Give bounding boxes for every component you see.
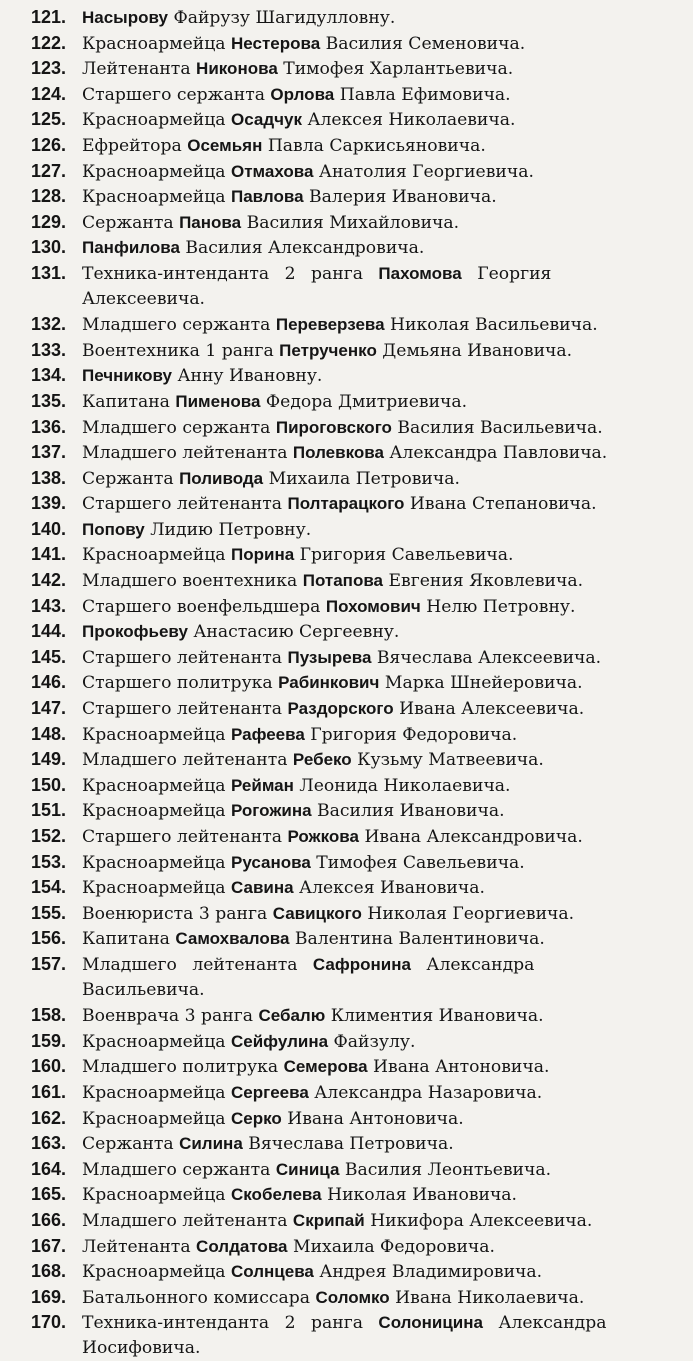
list-item bbox=[0, 56, 693, 82]
item-number: 139. bbox=[30, 493, 66, 514]
item-number: 126. bbox=[30, 134, 66, 155]
given-names: Анну Ивановну. bbox=[177, 366, 323, 387]
rank-title: Старшего военфельдшера bbox=[82, 596, 321, 617]
surname: Самохвалова bbox=[175, 929, 290, 949]
rank-title: Красноармейца bbox=[82, 724, 226, 745]
list-item bbox=[0, 415, 693, 441]
item-text bbox=[82, 491, 691, 518]
item-text bbox=[82, 210, 691, 237]
item-text bbox=[82, 542, 691, 569]
list-item bbox=[0, 5, 693, 31]
surname: Прокофьеву bbox=[82, 622, 188, 642]
item-text bbox=[82, 901, 691, 928]
rank-title: Техника-интенданта 2 ранга bbox=[82, 1313, 363, 1334]
item-text bbox=[82, 747, 691, 774]
list-item bbox=[0, 952, 693, 1003]
surname: Ребеко bbox=[292, 750, 352, 770]
given-names: Александра bbox=[426, 954, 535, 975]
rank-title: Старшего лейтенанта bbox=[82, 494, 283, 515]
surname: Поливода bbox=[179, 468, 264, 488]
given-names: Павла Ефимовича. bbox=[339, 84, 511, 105]
item-text bbox=[82, 133, 691, 160]
given-names: Алексея Николаевича. bbox=[307, 110, 516, 131]
item-text bbox=[82, 1234, 691, 1261]
surname: Сафронина bbox=[312, 954, 411, 974]
rank-title: Красноармейца bbox=[82, 110, 226, 131]
item-text bbox=[82, 619, 691, 646]
list-item bbox=[0, 875, 693, 901]
item-text bbox=[82, 517, 691, 544]
rank-title: Красноармейца bbox=[82, 801, 226, 822]
item-text bbox=[82, 1080, 691, 1107]
rank-title: Старшего сержанта bbox=[82, 84, 265, 105]
rank-title: Красноармейца bbox=[82, 545, 226, 566]
surname: Силина bbox=[179, 1134, 243, 1154]
rank-title: Батальонного комиссара bbox=[82, 1287, 310, 1308]
rank-title: Красноармейца bbox=[82, 33, 226, 54]
item-number: 167. bbox=[30, 1235, 66, 1256]
surname: Пахомова bbox=[378, 263, 462, 283]
surname: Панова bbox=[179, 212, 242, 232]
list-item bbox=[0, 1157, 693, 1183]
item-number: 168. bbox=[30, 1261, 66, 1282]
item-text bbox=[82, 107, 691, 134]
item-text bbox=[82, 159, 691, 186]
list-item bbox=[0, 133, 693, 159]
surname: Русанова bbox=[231, 852, 311, 872]
list-item bbox=[0, 31, 693, 57]
rank-title: Старшего лейтенанта bbox=[82, 699, 283, 720]
given-names: Василия Васильевича. bbox=[397, 417, 603, 438]
item-number: 141. bbox=[30, 544, 66, 565]
surname: Осадчук bbox=[231, 110, 302, 130]
list-item bbox=[0, 1080, 693, 1106]
list-item bbox=[0, 901, 693, 927]
rank-title: Младшего лейтенанта bbox=[82, 443, 288, 464]
surname: Солдатова bbox=[196, 1236, 288, 1256]
surname: Осемьян bbox=[187, 135, 263, 155]
list-item bbox=[0, 722, 693, 748]
surname: Семерова bbox=[283, 1057, 368, 1077]
rank-title: Младшего политрука bbox=[82, 1057, 279, 1078]
item-text bbox=[82, 722, 691, 749]
item-number: 148. bbox=[30, 723, 66, 744]
given-names: Александра Павловича. bbox=[389, 443, 608, 464]
item-text bbox=[82, 1157, 691, 1184]
item-text bbox=[82, 926, 691, 953]
list-item bbox=[0, 926, 693, 952]
item-text bbox=[82, 338, 691, 365]
given-names: Анатолия Георгиевича. bbox=[318, 161, 534, 182]
list-item bbox=[0, 107, 693, 133]
item-text bbox=[82, 1029, 691, 1056]
list-item bbox=[0, 747, 693, 773]
rank-title: Капитана bbox=[82, 391, 170, 412]
surname: Попову bbox=[82, 519, 145, 539]
surname: Савицкого bbox=[272, 903, 362, 923]
given-names: Николая Ивановича. bbox=[327, 1185, 518, 1206]
surname: Скобелева bbox=[231, 1185, 322, 1205]
item-number: 128. bbox=[30, 186, 66, 207]
given-names: Александра bbox=[498, 1313, 607, 1334]
list-item bbox=[0, 517, 693, 543]
surname: Похомович bbox=[325, 596, 421, 616]
surname: Сергеева bbox=[231, 1082, 309, 1102]
list-item bbox=[0, 594, 693, 620]
item-number: 124. bbox=[30, 83, 66, 104]
list-item bbox=[0, 338, 693, 364]
rank-title: Техника-интенданта 2 ранга bbox=[82, 263, 363, 284]
item-number: 146. bbox=[30, 672, 66, 693]
item-number: 152. bbox=[30, 826, 66, 846]
item-text bbox=[82, 440, 691, 467]
list-item bbox=[0, 1131, 693, 1157]
item-text bbox=[82, 670, 691, 697]
item-number: 159. bbox=[30, 1030, 66, 1051]
rank-title: Младшего сержанта bbox=[82, 1159, 271, 1180]
list-item bbox=[0, 670, 693, 696]
list-item bbox=[0, 312, 693, 338]
surname: Потапова bbox=[302, 571, 384, 591]
item-text bbox=[82, 235, 691, 262]
surname: Павлова bbox=[231, 187, 304, 207]
rank-title: Младшего сержанта bbox=[82, 315, 271, 336]
rank-title: Младшего лейтенанта bbox=[82, 1210, 288, 1231]
item-text bbox=[82, 875, 691, 902]
list-item bbox=[0, 824, 693, 850]
list-item bbox=[0, 184, 693, 210]
item-text bbox=[82, 798, 691, 825]
rank-title: Сержанта bbox=[82, 212, 174, 233]
item-text bbox=[82, 568, 691, 595]
given-names: Василия Александровича. bbox=[185, 238, 425, 259]
rank-title: Красноармейца bbox=[82, 878, 226, 899]
surname: Орлова bbox=[270, 84, 335, 104]
given-names: Василия Семеновича. bbox=[325, 33, 526, 54]
given-names: Григория Савельевича. bbox=[299, 545, 514, 566]
item-text bbox=[82, 773, 691, 800]
given-names: Михаила Петровича. bbox=[268, 468, 460, 489]
item-number: 149. bbox=[30, 749, 66, 770]
item-number: 121. bbox=[30, 7, 66, 27]
surname: Рожкова bbox=[287, 827, 359, 846]
item-text bbox=[82, 824, 691, 851]
given-names: Файзулу. bbox=[333, 1031, 416, 1052]
item-number: 162. bbox=[30, 1107, 66, 1128]
item-number: 169. bbox=[30, 1286, 66, 1307]
given-names: Вячеслава Алексеевича. bbox=[376, 647, 602, 668]
award-list bbox=[0, 5, 693, 1361]
given-names: Ивана Антоновича. bbox=[373, 1057, 550, 1078]
surname: Пироговского bbox=[275, 417, 392, 437]
list-item bbox=[0, 466, 693, 492]
item-number: 163. bbox=[30, 1133, 66, 1154]
list-item bbox=[0, 542, 693, 568]
rank-title: Младшего лейтенанта bbox=[82, 954, 298, 975]
item-text bbox=[82, 31, 691, 58]
surname: Серко bbox=[231, 1108, 282, 1128]
item-text bbox=[82, 1285, 691, 1312]
list-item bbox=[0, 1003, 693, 1029]
given-names: Марка Шнейеровича. bbox=[384, 673, 583, 694]
surname: Петрученко bbox=[279, 340, 377, 360]
given-names: Николая Георгиевича. bbox=[367, 903, 575, 924]
list-item bbox=[0, 389, 693, 415]
list-item bbox=[0, 1106, 693, 1132]
surname: Порина bbox=[231, 545, 295, 565]
list-item bbox=[0, 235, 693, 261]
surname: Пименова bbox=[175, 391, 261, 411]
surname: Панфилова bbox=[82, 238, 180, 258]
item-text bbox=[82, 363, 691, 390]
item-number: 140. bbox=[30, 518, 66, 539]
surname: Скрипай bbox=[292, 1210, 365, 1230]
list-item bbox=[0, 850, 693, 876]
item-number: 123. bbox=[30, 58, 66, 79]
rank-title: Воентехника 1 ранга bbox=[82, 340, 274, 361]
item-number: 147. bbox=[30, 698, 66, 719]
rank-title: Военврача 3 ранга bbox=[82, 1006, 253, 1027]
rank-title: Красноармейца bbox=[82, 1262, 226, 1283]
item-number: 166. bbox=[30, 1209, 66, 1230]
given-names: Валентина Валентиновича. bbox=[294, 929, 545, 950]
item-number: 151. bbox=[30, 800, 66, 821]
item-text bbox=[82, 696, 691, 723]
patronymic-continuation: Васильевича. bbox=[82, 979, 205, 1000]
item-number: 143. bbox=[30, 595, 66, 616]
item-number: 145. bbox=[30, 646, 66, 667]
surname: Полевкова bbox=[292, 443, 384, 463]
item-number: 122. bbox=[30, 32, 66, 53]
surname: Солнцева bbox=[231, 1262, 314, 1282]
item-number: 157. bbox=[30, 953, 66, 974]
item-text bbox=[82, 1054, 691, 1081]
rank-title: Старшего политрука bbox=[82, 673, 273, 694]
rank-title: Красноармейца bbox=[82, 1031, 226, 1052]
list-item bbox=[0, 1029, 693, 1055]
item-number: 136. bbox=[30, 416, 66, 437]
surname: Соломко bbox=[315, 1287, 390, 1307]
list-item bbox=[0, 1285, 693, 1311]
surname: Рабинкович bbox=[278, 673, 380, 693]
surname: Савина bbox=[231, 878, 294, 898]
list-item bbox=[0, 568, 693, 594]
surname: Никонова bbox=[196, 59, 278, 79]
item-number: 161. bbox=[30, 1081, 66, 1102]
list-item bbox=[0, 210, 693, 236]
item-number: 144. bbox=[30, 621, 66, 642]
given-names: Файрузу Шагидулловну. bbox=[173, 8, 396, 28]
given-names: Вячеслава Петровича. bbox=[248, 1134, 454, 1155]
list-item bbox=[0, 619, 693, 645]
item-number: 135. bbox=[30, 390, 66, 411]
list-item bbox=[0, 1182, 693, 1208]
given-names: Василия Леонтьевича. bbox=[344, 1159, 552, 1180]
given-names: Кузьму Матвеевича. bbox=[357, 750, 544, 771]
given-names: Александра Назаровича. bbox=[314, 1082, 543, 1103]
given-names: Анастасию Сергеевну. bbox=[193, 622, 400, 643]
given-names: Федора Дмитриевича. bbox=[265, 391, 468, 412]
surname: Полтарацкого bbox=[287, 494, 405, 514]
list-item bbox=[0, 261, 693, 312]
item-text bbox=[82, 1310, 691, 1337]
rank-title: Красноармейца bbox=[82, 187, 226, 208]
list-item bbox=[0, 645, 693, 671]
rank-title: Красноармейца bbox=[82, 852, 226, 873]
patronymic-continuation: Алексеевича. bbox=[82, 288, 206, 309]
item-text bbox=[82, 1182, 691, 1209]
item-number: 153. bbox=[30, 851, 66, 872]
item-text bbox=[82, 466, 691, 493]
rank-title: Сержанта bbox=[82, 468, 174, 489]
surname: Раздорского bbox=[287, 699, 394, 719]
given-names: Нелю Петровну. bbox=[426, 596, 576, 617]
given-names: Василия Михайловича. bbox=[246, 212, 460, 233]
item-text bbox=[82, 5, 691, 32]
rank-title: Младшего лейтенанта bbox=[82, 750, 288, 771]
rank-title: Красноармейца bbox=[82, 1082, 226, 1103]
item-text bbox=[82, 389, 691, 416]
item-text bbox=[82, 952, 691, 979]
list-item bbox=[0, 440, 693, 466]
surname: Насырову bbox=[82, 8, 168, 27]
item-text bbox=[82, 1106, 691, 1133]
list-item bbox=[0, 696, 693, 722]
item-number: 154. bbox=[30, 877, 66, 898]
rank-title: Капитана bbox=[82, 929, 170, 950]
list-item bbox=[0, 1234, 693, 1260]
list-item bbox=[0, 491, 693, 517]
item-number: 127. bbox=[30, 160, 66, 181]
item-number: 150. bbox=[30, 774, 66, 795]
rank-title: Младшего сержанта bbox=[82, 417, 271, 438]
item-text bbox=[82, 184, 691, 211]
item-text bbox=[82, 312, 691, 339]
surname: Печникову bbox=[82, 366, 172, 386]
surname: Рафеева bbox=[231, 724, 305, 744]
item-text bbox=[82, 1208, 691, 1235]
given-names: Климентия Ивановича. bbox=[330, 1006, 544, 1027]
given-names: Ивана Алексеевича. bbox=[399, 699, 585, 720]
item-text bbox=[82, 850, 691, 877]
item-text bbox=[82, 261, 691, 288]
given-names: Михаила Федоровича. bbox=[292, 1236, 495, 1257]
rank-title: Красноармейца bbox=[82, 775, 226, 796]
item-number: 156. bbox=[30, 928, 66, 949]
surname: Сейфулина bbox=[231, 1031, 329, 1051]
list-item bbox=[0, 1208, 693, 1234]
surname: Рейман bbox=[231, 775, 294, 795]
surname: Переверзева bbox=[275, 315, 385, 335]
rank-title: Старшего лейтенанта bbox=[82, 647, 283, 668]
item-number: 164. bbox=[30, 1158, 66, 1179]
list-item bbox=[0, 82, 693, 108]
item-number: 131. bbox=[30, 262, 66, 283]
given-names: Ивана Александровича. bbox=[364, 827, 583, 847]
given-names: Ивана Николаевича. bbox=[395, 1287, 585, 1308]
rank-title: Лейтенанта bbox=[82, 59, 191, 80]
rank-title: Красноармейца bbox=[82, 1185, 226, 1206]
item-number: 137. bbox=[30, 442, 66, 463]
patronymic-continuation: Иосифовича. bbox=[82, 1337, 201, 1358]
given-names: Леонида Николаевича. bbox=[299, 775, 511, 796]
list-item bbox=[0, 363, 693, 389]
item-number: 165. bbox=[30, 1184, 66, 1205]
surname: Отмахова bbox=[231, 161, 314, 181]
given-names: Лидию Петровну. bbox=[150, 519, 312, 540]
surname: Нестерова bbox=[231, 33, 321, 53]
rank-title: Сержанта bbox=[82, 1134, 174, 1155]
given-names: Павла Саркисьяновича. bbox=[267, 135, 486, 156]
given-names: Тимофея Харлантьевича. bbox=[283, 59, 514, 80]
item-number: 130. bbox=[30, 237, 66, 258]
given-names: Григория Федоровича. bbox=[310, 724, 518, 745]
given-names: Николая Васильевича. bbox=[390, 315, 598, 336]
item-number: 132. bbox=[30, 314, 66, 335]
item-number: 142. bbox=[30, 570, 66, 591]
surname: Пузырева bbox=[287, 647, 372, 667]
rank-title: Красноармейца bbox=[82, 161, 226, 182]
item-text bbox=[82, 1131, 691, 1158]
item-number: 133. bbox=[30, 339, 66, 360]
rank-title: Старшего лейтенанта bbox=[82, 827, 283, 847]
given-names: Валерия Ивановича. bbox=[309, 187, 497, 208]
given-names: Андрея Владимировича. bbox=[319, 1262, 543, 1283]
item-text bbox=[82, 594, 691, 621]
item-text bbox=[82, 645, 691, 672]
item-number: 134. bbox=[30, 365, 66, 386]
given-names: Алексея Ивановича. bbox=[299, 878, 485, 899]
item-number: 155. bbox=[30, 902, 66, 923]
rank-title: Младшего воентехника bbox=[82, 571, 298, 592]
given-names: Демьяна Ивановича. bbox=[382, 340, 573, 361]
item-text bbox=[82, 415, 691, 442]
list-item bbox=[0, 798, 693, 824]
list-item bbox=[0, 1310, 693, 1361]
item-number: 125. bbox=[30, 109, 66, 130]
surname: Себалю bbox=[258, 1006, 326, 1026]
list-item bbox=[0, 773, 693, 799]
list-item bbox=[0, 159, 693, 185]
rank-title: Ефрейтора bbox=[82, 135, 182, 156]
surname: Рогожина bbox=[231, 801, 312, 821]
item-text bbox=[82, 82, 691, 109]
rank-title: Военюриста 3 ранга bbox=[82, 903, 268, 924]
item-number: 138. bbox=[30, 467, 66, 488]
given-names: Василия Ивановича. bbox=[317, 801, 505, 822]
given-names: Евгения Яковлевича. bbox=[388, 571, 584, 592]
given-names: Георгия bbox=[477, 263, 552, 284]
item-number: 129. bbox=[30, 211, 66, 232]
item-number: 160. bbox=[30, 1056, 66, 1077]
rank-title: Красноармейца bbox=[82, 1108, 226, 1129]
item-number: 158. bbox=[30, 1005, 66, 1026]
given-names: Ивана Степановича. bbox=[409, 494, 597, 515]
surname: Солоницина bbox=[378, 1313, 483, 1333]
surname: Синица bbox=[275, 1159, 340, 1179]
list-item bbox=[0, 1054, 693, 1080]
list-item bbox=[0, 1259, 693, 1285]
item-text bbox=[82, 1003, 691, 1030]
item-text bbox=[82, 56, 691, 83]
given-names: Тимофея Савельевича. bbox=[316, 852, 525, 873]
given-names: Ивана Антоновича. bbox=[287, 1108, 464, 1129]
item-text bbox=[82, 1259, 691, 1286]
rank-title: Лейтенанта bbox=[82, 1236, 191, 1257]
given-names: Никифора Алексеевича. bbox=[370, 1210, 593, 1231]
item-number: 170. bbox=[30, 1312, 66, 1333]
